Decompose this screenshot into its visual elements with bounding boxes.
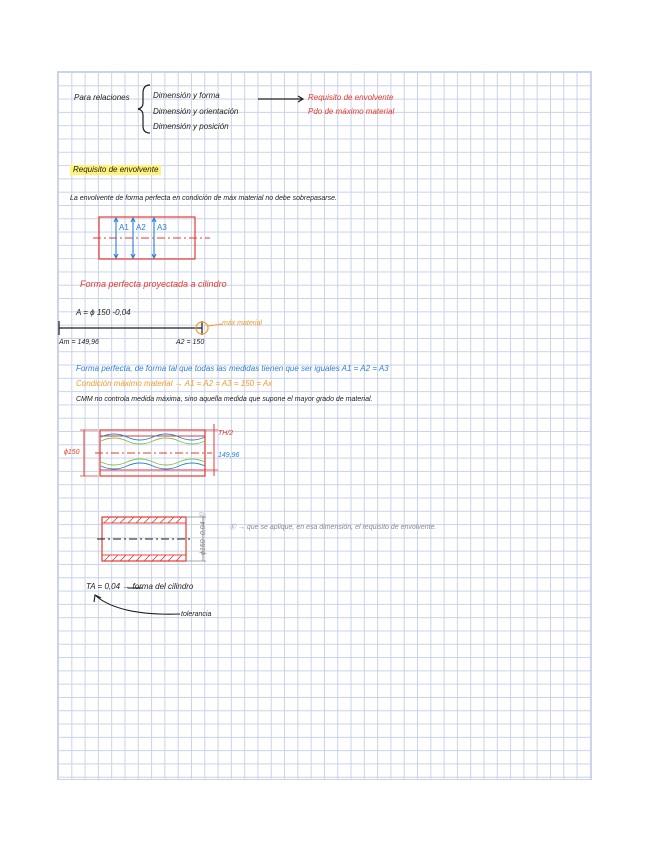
brace-item-form: Dimensión y forma: [153, 91, 220, 100]
envelope-symbol-note: Ⓔ → que se aplique, en esa dimensión, el requisito de envolvente.: [229, 524, 437, 531]
dim-right-bottom: 149,96: [218, 452, 240, 459]
side-dimension-label: ϕ150 -0,04 Ⓔ: [200, 512, 207, 555]
relations-label: Para relaciones: [74, 93, 130, 102]
note-max-material: Condición máximo material → A1 = A2 = A3 = 150 = Ax: [76, 379, 273, 388]
curly-brace: [138, 85, 150, 133]
curved-arrow: [96, 596, 180, 614]
envelope-statement: La envolvente de forma perfecta en condición de máx material no debe sobrepasarse.: [70, 195, 337, 202]
note-cmm: CMM no controla medida máxima, sino aquella medida que supone el mayor grado de material.: [76, 396, 373, 403]
cylinder-note: Forma perfecta proyectada a cilindro: [80, 279, 227, 289]
form-deviation-wave-bottom: [101, 463, 205, 469]
max-material-note: máx material: [222, 320, 263, 327]
brace-item-orientation: Dimensión y orientación: [153, 107, 239, 116]
tolerance-formula: TA = 0,04 → forma del cilindro: [86, 582, 194, 591]
result-max-material: Pdo de máximo material: [308, 107, 395, 116]
section-heading: Requisito de envolvente: [70, 165, 161, 175]
label-a1: A1: [119, 223, 129, 232]
dim-right-top: TH/2: [218, 430, 234, 437]
max-label: A2 = 150: [176, 339, 205, 346]
form-deviation-wave-top: [101, 434, 205, 440]
label-a2: A2: [136, 223, 146, 232]
min-label: Am = 149,96: [59, 339, 99, 346]
tolerance-caption: tolerancia: [181, 611, 212, 618]
label-a3: A3: [157, 223, 167, 232]
note-perfect-form: Forma perfecta, de forma tal que todas las medidas tienen que ser iguales A1 = A2 = A3: [76, 364, 389, 373]
tolerance-value: A = ϕ 150 -0,04: [76, 308, 131, 317]
result-envelope: Requisito de envolvente: [308, 93, 394, 102]
brace-item-position: Dimensión y posición: [153, 122, 229, 131]
dim-left: ϕ150: [64, 449, 80, 456]
